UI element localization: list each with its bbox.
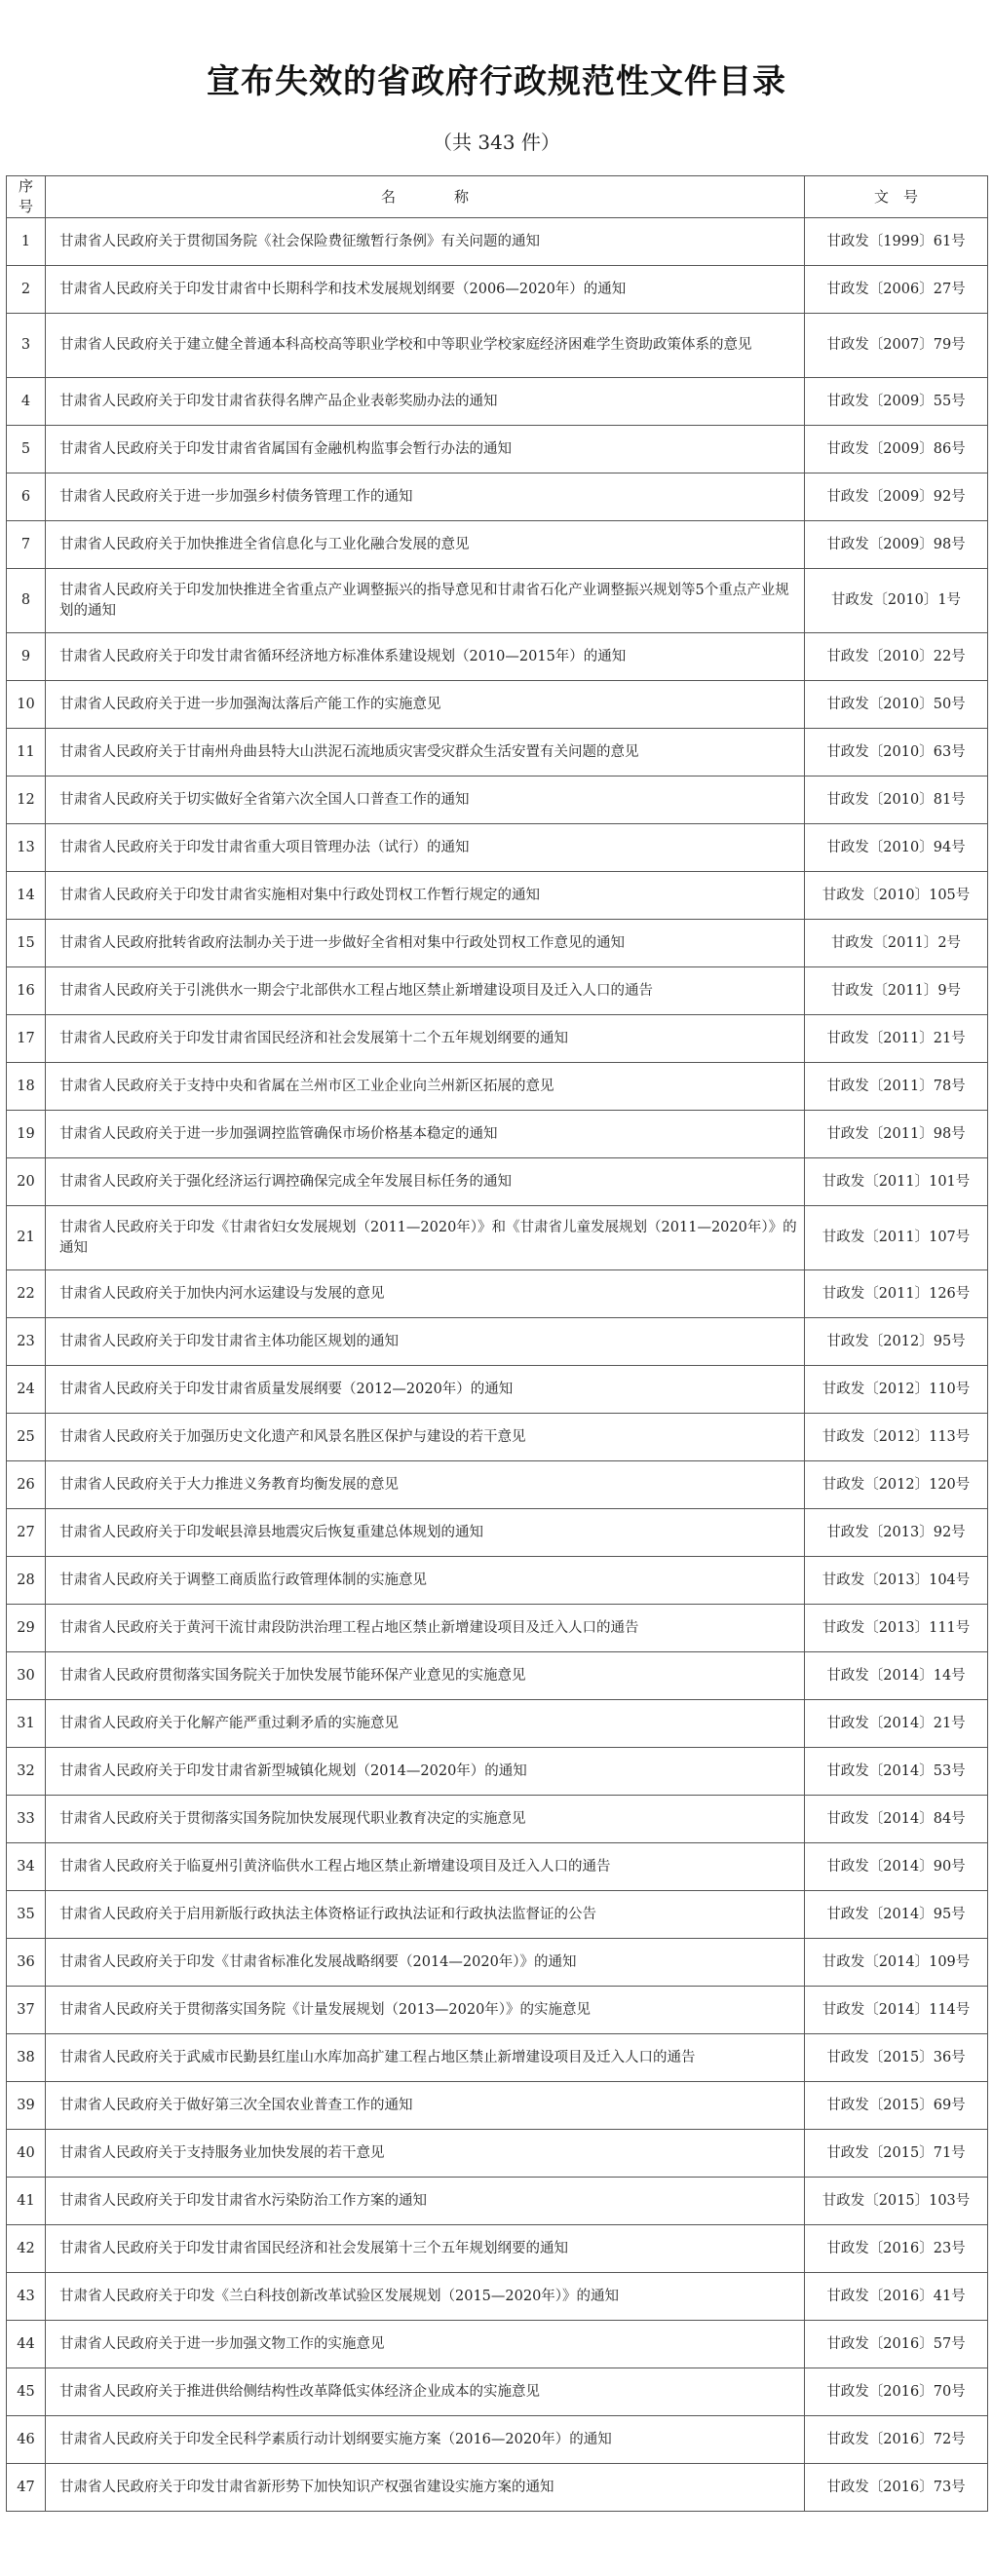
row-name: 甘肃省人民政府关于临夏州引黄济临供水工程占地区禁止新增建设项目及迁入人口的通告 [46,1843,805,1891]
row-name: 甘肃省人民政府关于印发甘肃省新形势下加快知识产权强省建设实施方案的通知 [46,2464,805,2512]
row-doc-number: 甘政发〔2010〕94号 [805,824,988,872]
table-row [7,2416,988,2464]
row-index: 11 [7,729,46,777]
row-index: 13 [7,824,46,872]
row-name: 甘肃省人民政府关于加强历史文化遗产和风景名胜区保护与建设的若干意见 [46,1414,805,1461]
row-doc-number: 甘政发〔2009〕55号 [805,378,988,426]
table-row [7,2130,988,2178]
row-name: 甘肃省人民政府关于武威市民勤县红崖山水库加高扩建工程占地区禁止新增建设项目及迁入人口的通告 [46,2034,805,2082]
row-index: 12 [7,777,46,824]
row-name: 甘肃省人民政府关于贯彻落实国务院加快发展现代职业教育决定的实施意见 [46,1796,805,1843]
row-doc-number: 甘政发〔2010〕50号 [805,681,988,729]
table-row [7,378,988,426]
row-index: 20 [7,1158,46,1206]
table-header-row [7,176,988,218]
row-doc-number: 甘政发〔2010〕1号 [805,569,988,633]
row-index: 21 [7,1206,46,1270]
row-index: 45 [7,2368,46,2416]
row-name: 甘肃省人民政府关于调整工商质监行政管理体制的实施意见 [46,1557,805,1605]
row-name: 甘肃省人民政府关于甘南州舟曲县特大山洪泥石流地质灾害受灾群众生活安置有关问题的意见 [46,729,805,777]
row-name: 甘肃省人民政府关于印发岷县漳县地震灾后恢复重建总体规划的通知 [46,1509,805,1557]
row-name: 甘肃省人民政府关于印发加快推进全省重点产业调整振兴的指导意见和甘肃省石化产业调整振兴规划等5个重点产业规划的通知 [46,569,805,633]
row-name: 甘肃省人民政府关于进一步加强乡村债务管理工作的通知 [46,474,805,521]
row-doc-number: 甘政发〔2016〕73号 [805,2464,988,2512]
table-row [7,729,988,777]
row-name: 甘肃省人民政府关于印发《兰白科技创新改革试验区发展规划（2015—2020年）》的通知 [46,2273,805,2321]
row-doc-number: 甘政发〔2009〕86号 [805,426,988,474]
row-name: 甘肃省人民政府关于贯彻国务院《社会保险费征缴暂行条例》有关问题的通知 [46,218,805,266]
table-row [7,633,988,681]
row-name: 甘肃省人民政府关于印发甘肃省国民经济和社会发展第十三个五年规划纲要的通知 [46,2225,805,2273]
table-row [7,1015,988,1063]
row-index: 3 [7,314,46,378]
row-name: 甘肃省人民政府关于引洮供水一期会宁北部供水工程占地区禁止新增建设项目及迁入人口的通告 [46,967,805,1015]
row-name: 甘肃省人民政府关于做好第三次全国农业普查工作的通知 [46,2082,805,2130]
row-doc-number: 甘政发〔2014〕53号 [805,1748,988,1796]
row-doc-number: 甘政发〔2012〕113号 [805,1414,988,1461]
row-name: 甘肃省人民政府关于印发甘肃省循环经济地方标准体系建设规划（2010—2015年）的通知 [46,633,805,681]
header-doc-number: 文 号 [805,176,988,218]
row-name: 甘肃省人民政府关于黄河干流甘肃段防洪治理工程占地区禁止新增建设项目及迁入人口的通告 [46,1605,805,1652]
document-subtitle: （共 343 件） [433,131,560,154]
row-doc-number: 甘政发〔2013〕92号 [805,1509,988,1557]
row-doc-number: 甘政发〔2010〕63号 [805,729,988,777]
row-index: 2 [7,266,46,314]
row-index: 30 [7,1652,46,1700]
row-name: 甘肃省人民政府关于推进供给侧结构性改革降低实体经济企业成本的实施意见 [46,2368,805,2416]
table-row [7,1366,988,1414]
row-name: 甘肃省人民政府关于大力推进义务教育均衡发展的意见 [46,1461,805,1509]
table-row [7,1843,988,1891]
row-name: 甘肃省人民政府关于印发《甘肃省标准化发展战略纲要（2014—2020年）》的通知 [46,1939,805,1987]
row-index: 32 [7,1748,46,1796]
table-row [7,474,988,521]
row-name: 甘肃省人民政府关于贯彻落实国务院《计量发展规划（2013—2020年）》的实施意见 [46,1987,805,2034]
table-row [7,1111,988,1158]
row-index: 24 [7,1366,46,1414]
row-name: 甘肃省人民政府关于印发甘肃省实施相对集中行政处罚权工作暂行规定的通知 [46,872,805,920]
row-index: 1 [7,218,46,266]
table-row [7,967,988,1015]
row-index: 44 [7,2321,46,2368]
table-row [7,1987,988,2034]
row-index: 10 [7,681,46,729]
row-name: 甘肃省人民政府关于印发甘肃省省属国有金融机构监事会暂行办法的通知 [46,426,805,474]
row-index: 16 [7,967,46,1015]
row-name: 甘肃省人民政府关于切实做好全省第六次全国人口普查工作的通知 [46,777,805,824]
table-row [7,426,988,474]
row-index: 46 [7,2416,46,2464]
row-doc-number: 甘政发〔1999〕61号 [805,218,988,266]
row-index: 35 [7,1891,46,1939]
table-row [7,218,988,266]
row-name: 甘肃省人民政府关于印发甘肃省国民经济和社会发展第十二个五年规划纲要的通知 [46,1015,805,1063]
table-row [7,1652,988,1700]
row-index: 25 [7,1414,46,1461]
table-row [7,1318,988,1366]
row-doc-number: 甘政发〔2014〕95号 [805,1891,988,1939]
row-doc-number: 甘政发〔2015〕103号 [805,2178,988,2225]
row-index: 26 [7,1461,46,1509]
row-doc-number: 甘政发〔2016〕70号 [805,2368,988,2416]
table-row [7,1414,988,1461]
row-name: 甘肃省人民政府关于化解产能严重过剩矛盾的实施意见 [46,1700,805,1748]
table-row [7,569,988,633]
row-name: 甘肃省人民政府关于加快推进全省信息化与工业化融合发展的意见 [46,521,805,569]
row-doc-number: 甘政发〔2006〕27号 [805,266,988,314]
table-row [7,681,988,729]
row-name: 甘肃省人民政府关于支持中央和省属在兰州市区工业企业向兰州新区拓展的意见 [46,1063,805,1111]
table-row [7,1605,988,1652]
row-name: 甘肃省人民政府关于强化经济运行调控确保完成全年发展目标任务的通知 [46,1158,805,1206]
row-doc-number: 甘政发〔2011〕9号 [805,967,988,1015]
row-name: 甘肃省人民政府关于印发甘肃省主体功能区规划的通知 [46,1318,805,1366]
row-name: 甘肃省人民政府关于印发甘肃省质量发展纲要（2012—2020年）的通知 [46,1366,805,1414]
row-doc-number: 甘政发〔2011〕126号 [805,1270,988,1318]
row-doc-number: 甘政发〔2015〕36号 [805,2034,988,2082]
row-index: 33 [7,1796,46,1843]
row-index: 17 [7,1015,46,1063]
row-name: 甘肃省人民政府关于建立健全普通本科高校高等职业学校和中等职业学校家庭经济困难学生资助政策体系的意见 [46,314,805,378]
row-name: 甘肃省人民政府关于进一步加强淘汰落后产能工作的实施意见 [46,681,805,729]
row-doc-number: 甘政发〔2011〕98号 [805,1111,988,1158]
row-index: 38 [7,2034,46,2082]
row-doc-number: 甘政发〔2010〕22号 [805,633,988,681]
row-doc-number: 甘政发〔2012〕95号 [805,1318,988,1366]
row-index: 34 [7,1843,46,1891]
row-name: 甘肃省人民政府关于印发甘肃省中长期科学和技术发展规划纲要（2006—2020年）的通知 [46,266,805,314]
row-doc-number: 甘政发〔2009〕92号 [805,474,988,521]
row-doc-number: 甘政发〔2014〕14号 [805,1652,988,1700]
row-index: 27 [7,1509,46,1557]
row-doc-number: 甘政发〔2011〕107号 [805,1206,988,1270]
row-index: 42 [7,2225,46,2273]
row-index: 4 [7,378,46,426]
table-row [7,777,988,824]
table-row [7,1557,988,1605]
row-doc-number: 甘政发〔2016〕72号 [805,2416,988,2464]
row-name: 甘肃省人民政府批转省政府法制办关于进一步做好全省相对集中行政处罚权工作意见的通知 [46,920,805,967]
row-doc-number: 甘政发〔2009〕98号 [805,521,988,569]
row-index: 43 [7,2273,46,2321]
table-row [7,2368,988,2416]
row-doc-number: 甘政发〔2012〕120号 [805,1461,988,1509]
row-index: 23 [7,1318,46,1366]
row-name: 甘肃省人民政府关于印发甘肃省获得名牌产品企业表彰奖励办法的通知 [46,378,805,426]
row-doc-number: 甘政发〔2011〕21号 [805,1015,988,1063]
row-doc-number: 甘政发〔2014〕114号 [805,1987,988,2034]
row-doc-number: 甘政发〔2011〕78号 [805,1063,988,1111]
row-doc-number: 甘政发〔2012〕110号 [805,1366,988,1414]
row-doc-number: 甘政发〔2016〕57号 [805,2321,988,2368]
row-index: 36 [7,1939,46,1987]
table-row [7,1748,988,1796]
row-name: 甘肃省人民政府关于支持服务业加快发展的若干意见 [46,2130,805,2178]
row-index: 29 [7,1605,46,1652]
row-doc-number: 甘政发〔2010〕105号 [805,872,988,920]
table-row [7,521,988,569]
table-row [7,1206,988,1270]
header-name: 名 称 [46,176,805,218]
row-doc-number: 甘政发〔2015〕69号 [805,2082,988,2130]
row-doc-number: 甘政发〔2007〕79号 [805,314,988,378]
row-name: 甘肃省人民政府关于加快内河水运建设与发展的意见 [46,1270,805,1318]
row-doc-number: 甘政发〔2013〕104号 [805,1557,988,1605]
row-doc-number: 甘政发〔2015〕71号 [805,2130,988,2178]
table-row [7,1891,988,1939]
row-name: 甘肃省人民政府关于进一步加强文物工作的实施意见 [46,2321,805,2368]
row-index: 9 [7,633,46,681]
table-row [7,2321,988,2368]
row-index: 15 [7,920,46,967]
row-doc-number: 甘政发〔2011〕101号 [805,1158,988,1206]
table-row [7,1063,988,1111]
row-doc-number: 甘政发〔2016〕41号 [805,2273,988,2321]
table-row [7,2034,988,2082]
table-row [7,1939,988,1987]
row-index: 39 [7,2082,46,2130]
row-name: 甘肃省人民政府关于进一步加强调控监管确保市场价格基本稳定的通知 [46,1111,805,1158]
table-body [7,218,988,2512]
row-doc-number: 甘政发〔2014〕84号 [805,1796,988,1843]
row-index: 31 [7,1700,46,1748]
table-row [7,2464,988,2512]
row-doc-number: 甘政发〔2014〕21号 [805,1700,988,1748]
table-row [7,1461,988,1509]
table-row [7,1796,988,1843]
table-row [7,2225,988,2273]
row-name: 甘肃省人民政府贯彻落实国务院关于加快发展节能环保产业意见的实施意见 [46,1652,805,1700]
row-name: 甘肃省人民政府关于启用新版行政执法主体资格证行政执法证和行政执法监督证的公告 [46,1891,805,1939]
row-index: 14 [7,872,46,920]
table-row [7,1509,988,1557]
row-doc-number: 甘政发〔2014〕90号 [805,1843,988,1891]
table-row [7,920,988,967]
header-index: 序号 [7,176,46,218]
table-row [7,314,988,378]
row-index: 7 [7,521,46,569]
document-title: 宣布失效的省政府行政规范性文件目录 [207,62,786,101]
table-row [7,2082,988,2130]
row-name: 甘肃省人民政府关于印发甘肃省重大项目管理办法（试行）的通知 [46,824,805,872]
table-row [7,1270,988,1318]
row-index: 19 [7,1111,46,1158]
row-index: 6 [7,474,46,521]
row-index: 40 [7,2130,46,2178]
row-index: 18 [7,1063,46,1111]
table-row [7,2178,988,2225]
row-doc-number: 甘政发〔2013〕111号 [805,1605,988,1652]
row-index: 37 [7,1987,46,2034]
row-index: 41 [7,2178,46,2225]
row-name: 甘肃省人民政府关于印发甘肃省水污染防治工作方案的通知 [46,2178,805,2225]
row-doc-number: 甘政发〔2010〕81号 [805,777,988,824]
row-index: 5 [7,426,46,474]
row-doc-number: 甘政发〔2014〕109号 [805,1939,988,1987]
table-row [7,1158,988,1206]
row-name: 甘肃省人民政府关于印发甘肃省新型城镇化规划（2014—2020年）的通知 [46,1748,805,1796]
table-row [7,2273,988,2321]
row-index: 8 [7,569,46,633]
row-index: 28 [7,1557,46,1605]
document-table [6,175,988,2512]
row-index: 47 [7,2464,46,2512]
table-row [7,872,988,920]
table-row [7,824,988,872]
row-name: 甘肃省人民政府关于印发全民科学素质行动计划纲要实施方案（2016—2020年）的通知 [46,2416,805,2464]
row-doc-number: 甘政发〔2011〕2号 [805,920,988,967]
row-name: 甘肃省人民政府关于印发《甘肃省妇女发展规划（2011—2020年）》和《甘肃省儿童发展规划（2011—2020年）》的通知 [46,1206,805,1270]
row-doc-number: 甘政发〔2016〕23号 [805,2225,988,2273]
row-index: 22 [7,1270,46,1318]
table-row [7,1700,988,1748]
table-row [7,266,988,314]
